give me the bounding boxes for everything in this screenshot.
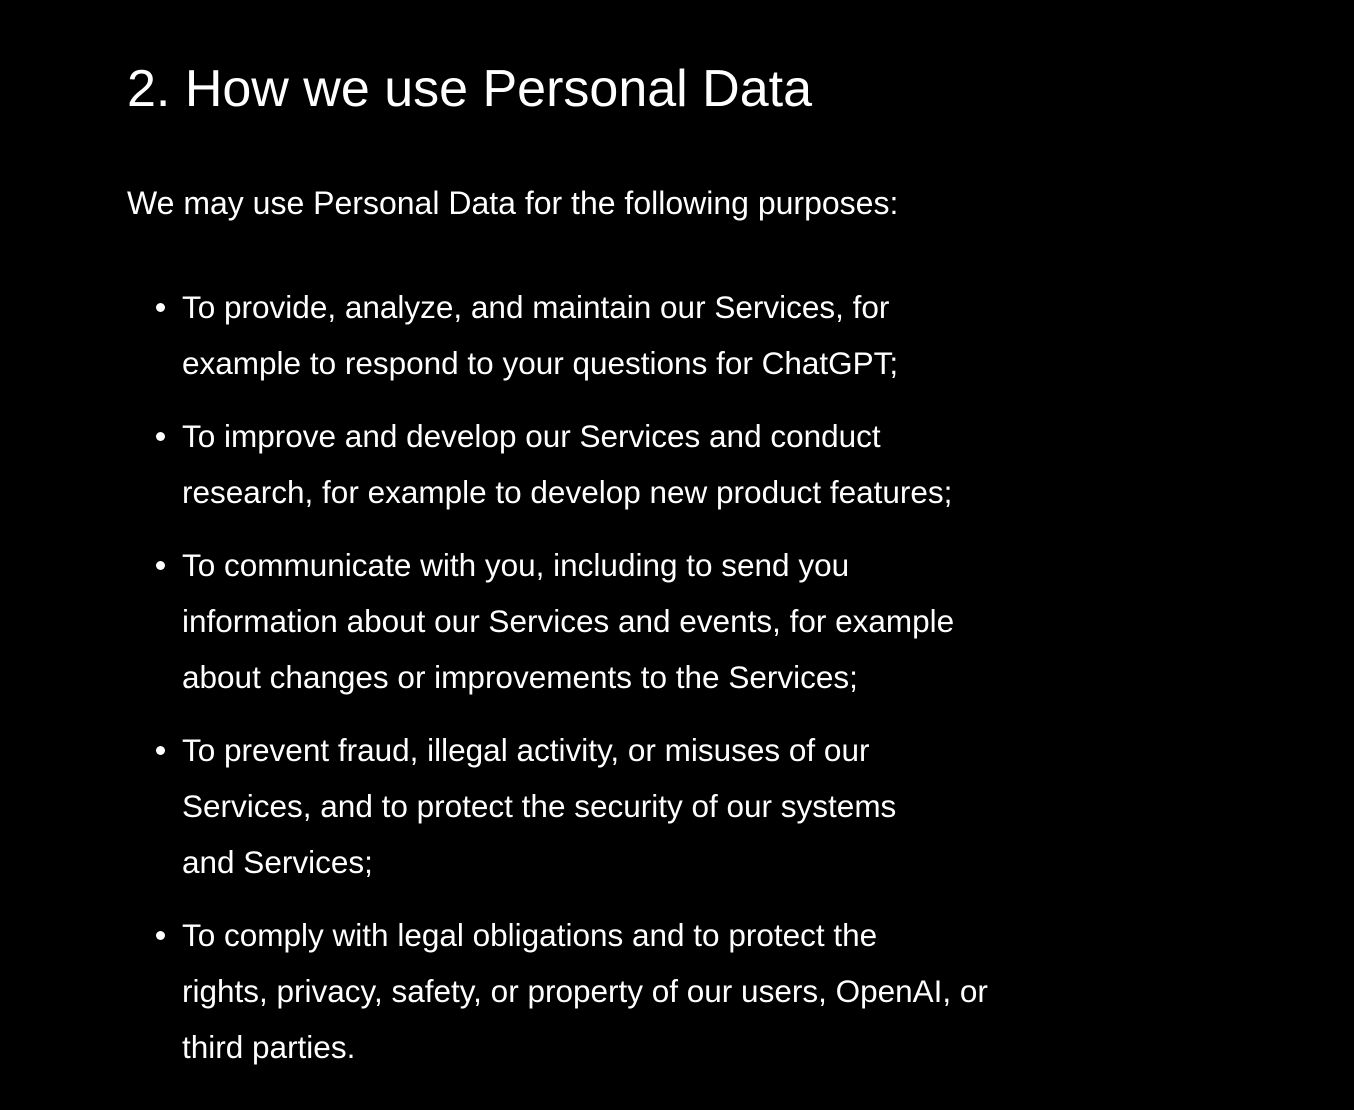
list-item-line: rights, privacy, safety, or property of our users, OpenAI, or — [182, 973, 988, 1009]
list-item-line: To comply with legal obligations and to protect the — [182, 917, 878, 953]
list-item-line: Services, and to protect the security of our systems — [182, 788, 897, 824]
list-item-line: To improve and develop our Services and conduct — [182, 418, 881, 454]
bullet-icon — [156, 303, 165, 312]
list-item — [127, 907, 1067, 1075]
bullet-icon — [156, 561, 165, 570]
section-intro: We may use Personal Data for the following purposes: — [127, 185, 899, 221]
list-item-line: To communicate with you, including to send you — [182, 547, 850, 583]
list-item-line: To provide, analyze, and maintain our Services, for — [182, 289, 890, 325]
list-item-line: example to respond to your questions for ChatGPT; — [182, 345, 899, 381]
list-item — [127, 722, 1067, 890]
purposes-list — [127, 279, 1067, 1092]
section-heading: 2. How we use Personal Data — [127, 60, 813, 118]
list-item-line: and Services; — [182, 844, 373, 880]
list-item-line: about changes or improvements to the Services; — [182, 659, 858, 695]
list-item — [127, 408, 1067, 520]
list-item-line: information about our Services and events, for example — [182, 603, 955, 639]
bullet-icon — [156, 746, 165, 755]
bullet-icon — [156, 432, 165, 441]
list-item — [127, 279, 1067, 391]
list-item-line: research, for example to develop new product features; — [182, 474, 953, 510]
list-item-line: To prevent fraud, illegal activity, or misuses of our — [182, 732, 870, 768]
bullet-icon — [156, 931, 165, 940]
list-item — [127, 537, 1067, 705]
list-item-line: third parties. — [182, 1029, 356, 1065]
